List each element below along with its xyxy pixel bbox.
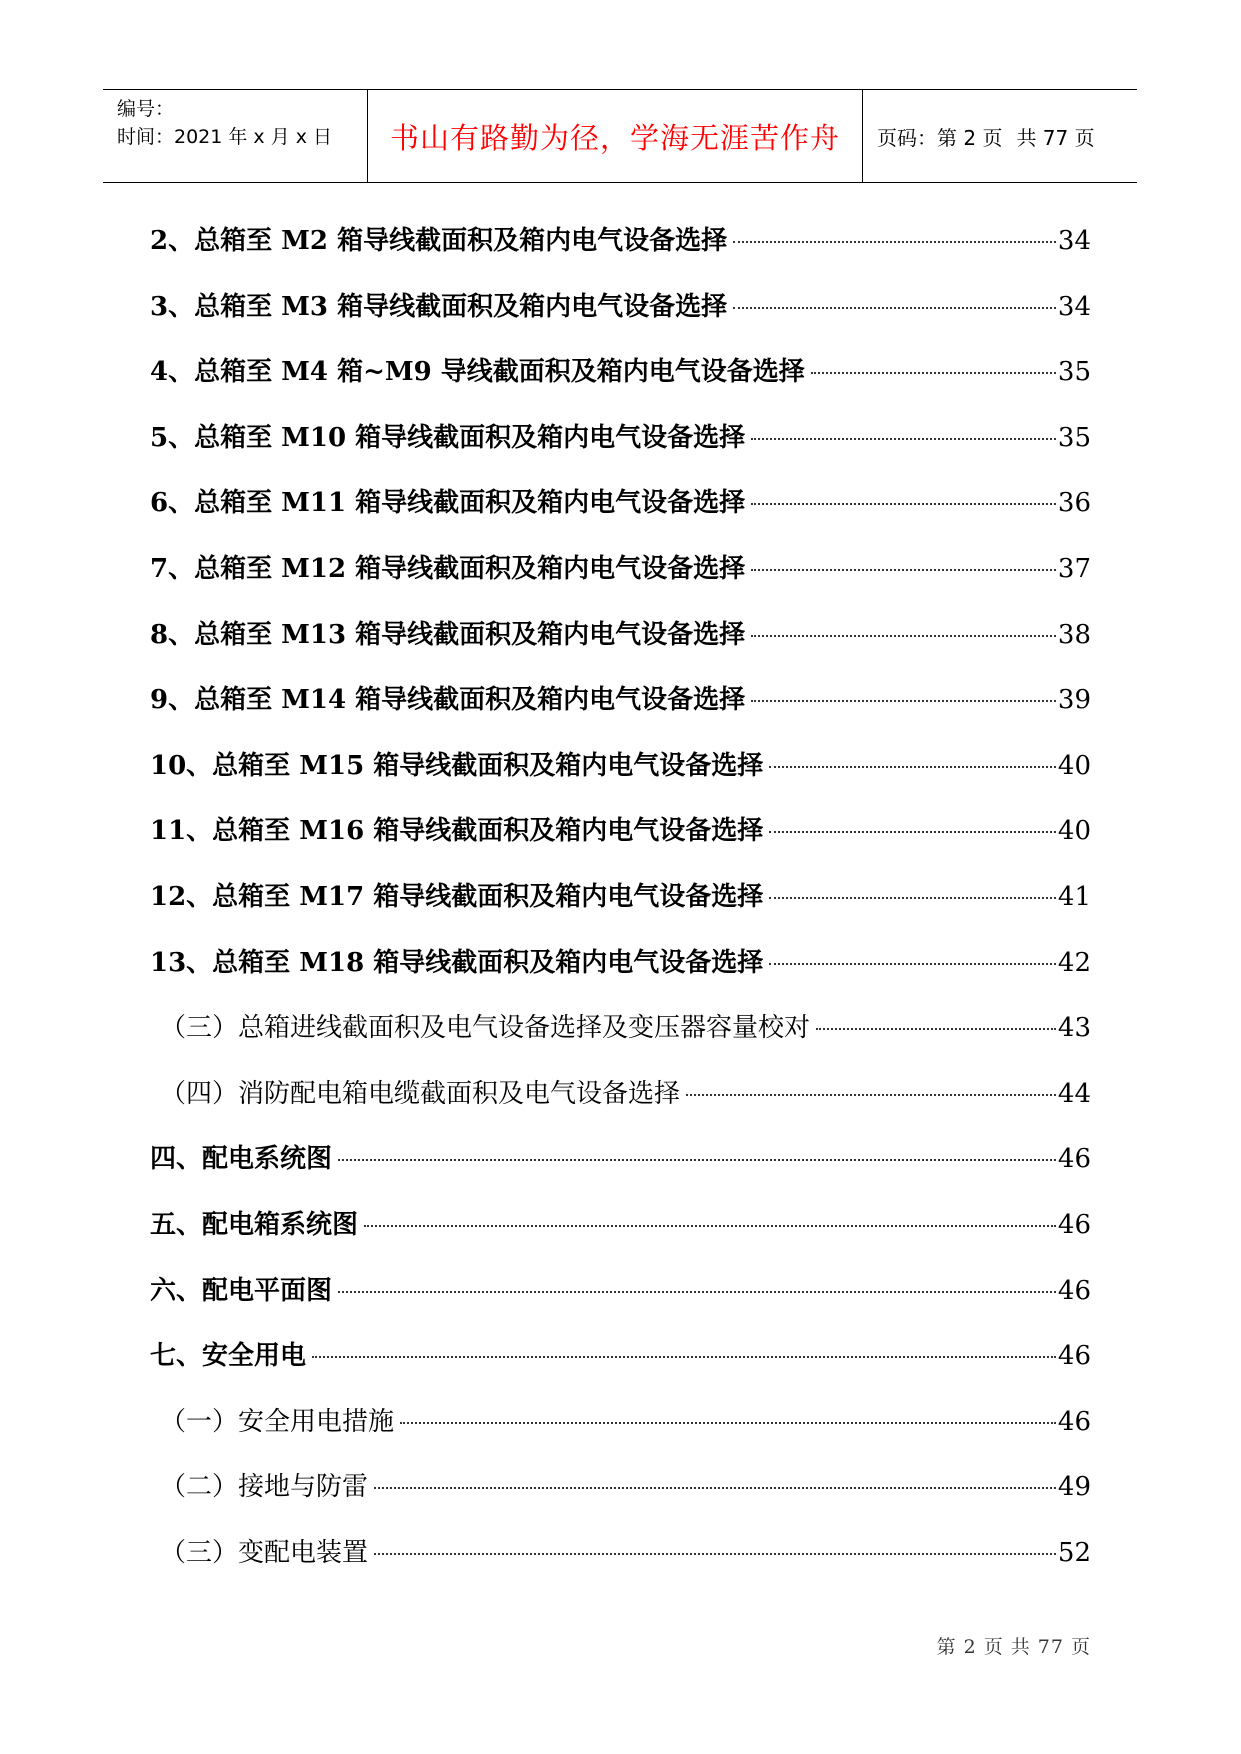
toc-entry-page: 40	[1057, 816, 1091, 847]
toc-dot-leader	[751, 635, 1056, 637]
toc-entry[interactable]	[150, 812, 1091, 878]
toc-dot-leader	[816, 1028, 1056, 1030]
toc-entry-title: （三）变配电装置	[160, 1537, 369, 1568]
toc-entry-title: （三）总箱进线截面积及电气设备选择及变压器容量校对	[160, 1013, 811, 1044]
toc-entry[interactable]	[150, 1009, 1091, 1075]
header-page-total: 共 77 页	[1016, 125, 1095, 150]
toc-dot-leader	[769, 963, 1056, 965]
header-motto: 书山有路勤为径，学海无涯苦作舟	[368, 90, 863, 182]
toc-entry[interactable]	[150, 419, 1091, 485]
toc-dot-leader	[312, 1356, 1056, 1358]
toc-entry-page: 35	[1057, 357, 1091, 388]
toc-dot-leader	[733, 307, 1056, 309]
toc-entry[interactable]	[150, 1403, 1091, 1469]
toc-entry-title: 10、总箱至 M15 箱导线截面积及箱内电气设备选择	[150, 750, 764, 781]
toc-entry[interactable]	[150, 1075, 1091, 1141]
toc-entry-page: 40	[1057, 750, 1091, 781]
toc-entry[interactable]	[150, 1206, 1091, 1272]
toc-entry-page: 38	[1057, 619, 1091, 650]
toc-entry-title: 四、配电系统图	[150, 1144, 333, 1175]
toc-dot-leader	[686, 1094, 1056, 1096]
toc-entry-title: 12、总箱至 M17 箱导线截面积及箱内电气设备选择	[150, 881, 764, 912]
toc-entry-page: 43	[1057, 1013, 1091, 1044]
toc-entry-page: 34	[1057, 226, 1091, 256]
toc-entry-title: 七、安全用电	[150, 1341, 307, 1372]
toc-dot-leader	[769, 831, 1056, 833]
toc-entry[interactable]	[150, 1140, 1091, 1206]
toc-dot-leader	[751, 438, 1056, 440]
toc-dot-leader	[338, 1159, 1056, 1161]
toc-entry-title: 13、总箱至 M18 箱导线截面积及箱内电气设备选择	[150, 947, 764, 978]
toc-entry-title: 五、配电箱系统图	[150, 1209, 359, 1240]
toc-entry-title: 9、总箱至 M14 箱导线截面积及箱内电气设备选择	[150, 685, 746, 716]
toc-entry-title: （二）接地与防雷	[160, 1472, 369, 1503]
page-header	[103, 89, 1137, 183]
toc-entry[interactable]	[150, 1272, 1091, 1338]
toc-entry-page: 46	[1057, 1341, 1091, 1372]
toc-entry-title: 7、总箱至 M12 箱导线截面积及箱内电气设备选择	[150, 553, 746, 584]
toc-entry[interactable]	[150, 1534, 1091, 1600]
document-number-label: 编号：	[117, 98, 175, 120]
header-page-info	[863, 90, 1137, 182]
toc-entry-title: 6、总箱至 M11 箱导线截面积及箱内电气设备选择	[150, 488, 746, 519]
toc-dot-leader	[751, 503, 1056, 505]
toc-entry-page: 49	[1057, 1472, 1091, 1503]
toc-dot-leader	[769, 766, 1056, 768]
header-meta	[103, 90, 368, 182]
toc-entry-page: 52	[1057, 1537, 1091, 1568]
toc-entry[interactable]	[150, 222, 1091, 288]
toc-entry-page: 46	[1057, 1209, 1091, 1240]
toc-entry-page: 44	[1057, 1078, 1091, 1109]
toc-entry-title: （四）消防配电箱电缆截面积及电气设备选择	[160, 1078, 681, 1109]
toc-dot-leader	[811, 372, 1056, 374]
toc-dot-leader	[374, 1553, 1056, 1555]
toc-entry[interactable]	[150, 681, 1091, 747]
document-time-label: 时间：2021 年 x 月 x 日	[117, 126, 333, 148]
toc-entry-page: 39	[1057, 685, 1091, 716]
toc-entry-page: 46	[1057, 1406, 1091, 1437]
toc-entry-title: （一）安全用电措施	[160, 1406, 395, 1437]
toc-dot-leader	[400, 1422, 1056, 1424]
page-footer: 第 2 页 共 77 页	[936, 1636, 1091, 1658]
toc-entry-page: 46	[1057, 1275, 1091, 1306]
toc-entry-page: 46	[1057, 1144, 1091, 1175]
toc-dot-leader	[751, 569, 1056, 571]
toc-entry[interactable]	[150, 1337, 1091, 1403]
toc-entry[interactable]	[150, 288, 1091, 354]
toc-dot-leader	[374, 1487, 1056, 1489]
toc-entry-page: 42	[1057, 947, 1091, 978]
toc-entry-page: 36	[1057, 488, 1091, 519]
toc-dot-leader	[338, 1291, 1056, 1293]
toc-dot-leader	[769, 897, 1056, 899]
toc-entry[interactable]	[150, 747, 1091, 813]
toc-entry[interactable]	[150, 944, 1091, 1010]
toc-entry[interactable]	[150, 1468, 1091, 1534]
toc-dot-leader	[733, 241, 1056, 243]
toc-entry[interactable]	[150, 550, 1091, 616]
toc-entry[interactable]	[150, 616, 1091, 682]
toc-entry-title: 4、总箱至 M4 箱~M9 导线截面积及箱内电气设备选择	[150, 357, 805, 388]
toc-entry[interactable]	[150, 878, 1091, 944]
toc-entry-title: 5、总箱至 M10 箱导线截面积及箱内电气设备选择	[150, 422, 746, 453]
toc-dot-leader	[364, 1225, 1056, 1227]
toc-entry-title: 11、总箱至 M16 箱导线截面积及箱内电气设备选择	[150, 816, 764, 847]
toc-entry-title: 8、总箱至 M13 箱导线截面积及箱内电气设备选择	[150, 619, 746, 650]
toc-entry-title: 六、配电平面图	[150, 1275, 333, 1306]
toc-entry[interactable]	[150, 484, 1091, 550]
toc-entry-page: 34	[1057, 291, 1091, 322]
table-of-contents	[150, 222, 1091, 1599]
toc-entry-page: 37	[1057, 553, 1091, 584]
header-page-number: 页码：第 2 页	[877, 125, 1003, 150]
toc-entry[interactable]	[150, 353, 1091, 419]
toc-entry-page: 41	[1057, 881, 1091, 912]
toc-entry-page: 35	[1057, 422, 1091, 453]
toc-entry-title: 3、总箱至 M3 箱导线截面积及箱内电气设备选择	[150, 291, 728, 322]
toc-dot-leader	[751, 700, 1056, 702]
toc-entry-title: 2、总箱至 M2 箱导线截面积及箱内电气设备选择	[150, 226, 728, 256]
